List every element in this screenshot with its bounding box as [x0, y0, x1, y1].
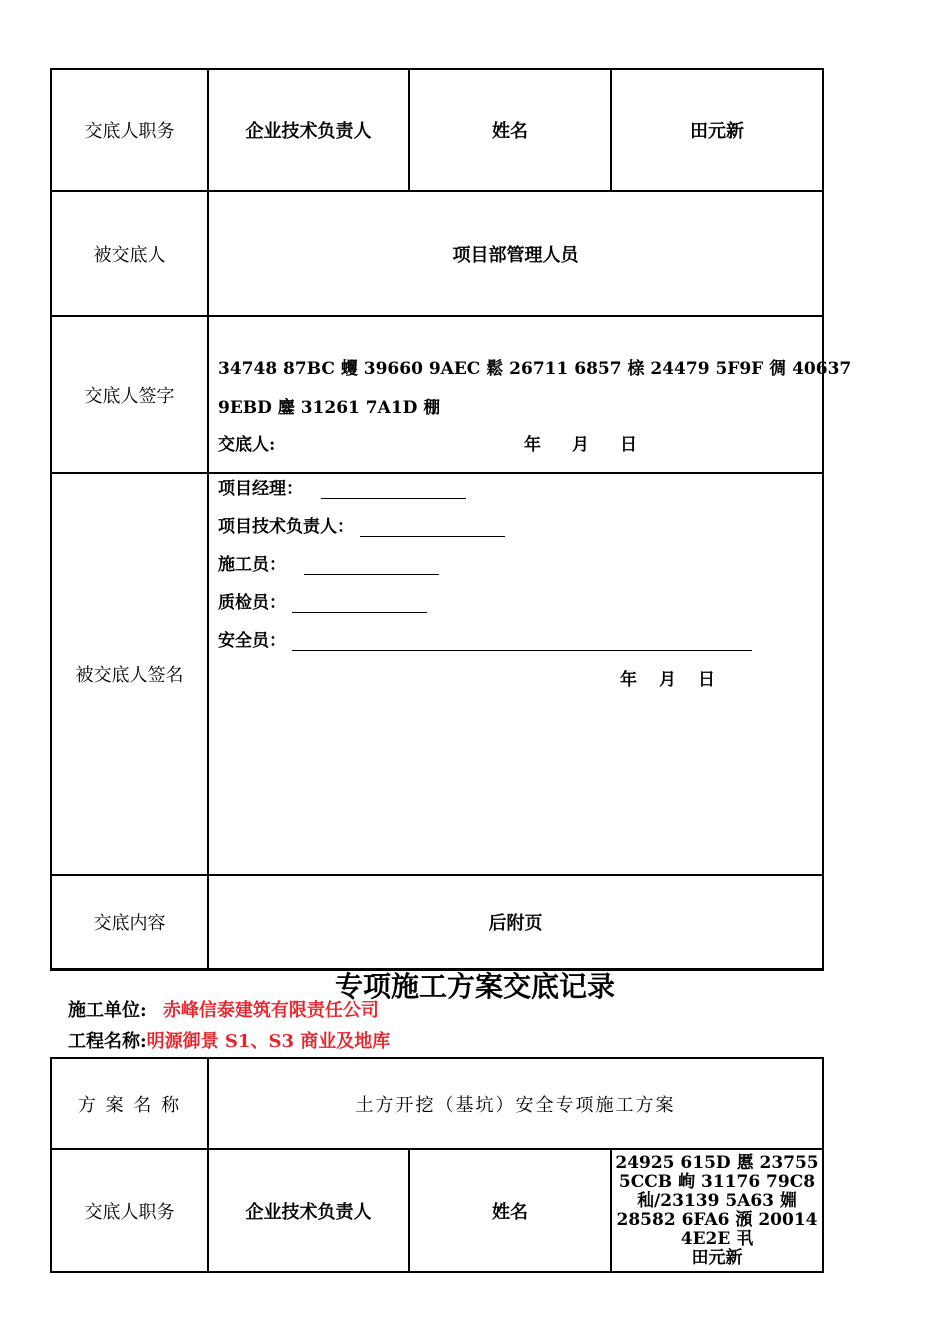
position-value-2: 企业技术负责人 — [245, 1201, 372, 1223]
content-label: 交底内容 — [93, 913, 166, 934]
date-year: 年 — [524, 435, 541, 455]
construction-unit-line — [68, 996, 379, 1022]
date-day: 日 — [620, 435, 637, 455]
name-code-line: 24925 615D 慝 23755 — [615, 1153, 819, 1173]
name-code-line: 28582 6FA6 澦 20014 — [616, 1210, 818, 1230]
project-value: 明源御景 S1、S3 商业及地库 — [146, 1031, 391, 1052]
name-value: 田元新 — [690, 121, 744, 142]
builder-label: 施工员： — [218, 555, 286, 575]
plan-name-label: 方 案 名 称 — [77, 1094, 182, 1116]
date-month: 月 — [572, 435, 589, 455]
position-value: 企业技术负责人 — [245, 121, 372, 142]
tech-lead-signature-field[interactable] — [360, 518, 505, 537]
qc-label: 质检员： — [218, 593, 286, 613]
recipient-label: 被交底人 — [93, 244, 166, 266]
signer-signature-label: 交底人签字 — [84, 385, 175, 407]
signer-field-label: 交底人: — [218, 435, 276, 455]
qc-signature-field[interactable] — [292, 594, 427, 613]
name-code-line: 秈/23139 5A63 婣 — [637, 1191, 797, 1211]
page-title: 专项施工方案交底记录 — [334, 970, 615, 1003]
recipient-signature-label: 被交底人签名 — [75, 665, 184, 686]
project-name-line — [68, 1027, 390, 1053]
recipient-date-month: 月 — [659, 670, 676, 690]
name-code-line: 4E2E 丮 — [680, 1229, 754, 1249]
name-label: 姓名 — [492, 121, 528, 142]
name-code-line: 5CCB 峋 31176 79C8 — [618, 1172, 816, 1192]
unit-value: 赤峰信泰建筑有限责任公司 — [162, 1000, 379, 1021]
unit-label: 施工单位: — [68, 1000, 147, 1021]
position-label: 交底人职务 — [84, 121, 175, 142]
plan-name-value: 土方开挖（基坑）安全专项施工方案 — [355, 1094, 676, 1116]
tech-lead-label: 项目技术负责人： — [218, 517, 354, 537]
content-value: 后附页 — [488, 913, 543, 934]
builder-signature-field[interactable] — [304, 556, 439, 575]
name-value-2 — [612, 1154, 822, 1268]
name-text-line: 田元新 — [691, 1248, 743, 1268]
signature-code-line-1: 34748 87BC 蠼 39660 9AEC 鬆 26711 6857 榇 24479 5F9F 徟 40637 — [218, 359, 852, 379]
recipient-date-day: 日 — [698, 670, 715, 690]
pm-label: 项目经理： — [218, 479, 303, 499]
safety-label: 安全员： — [218, 631, 286, 651]
signature-code-line-2: 9EBD 鏖 31261 7A1D 稝 — [218, 398, 441, 418]
position-label-2: 交底人职务 — [84, 1201, 175, 1223]
safety-signature-field[interactable] — [292, 632, 752, 651]
pm-signature-field[interactable] — [321, 480, 466, 499]
name-label-2: 姓名 — [492, 1201, 528, 1223]
recipient-value: 项目部管理人员 — [452, 244, 579, 266]
recipient-date-year: 年 — [620, 670, 637, 690]
project-label: 工程名称: — [68, 1031, 147, 1052]
